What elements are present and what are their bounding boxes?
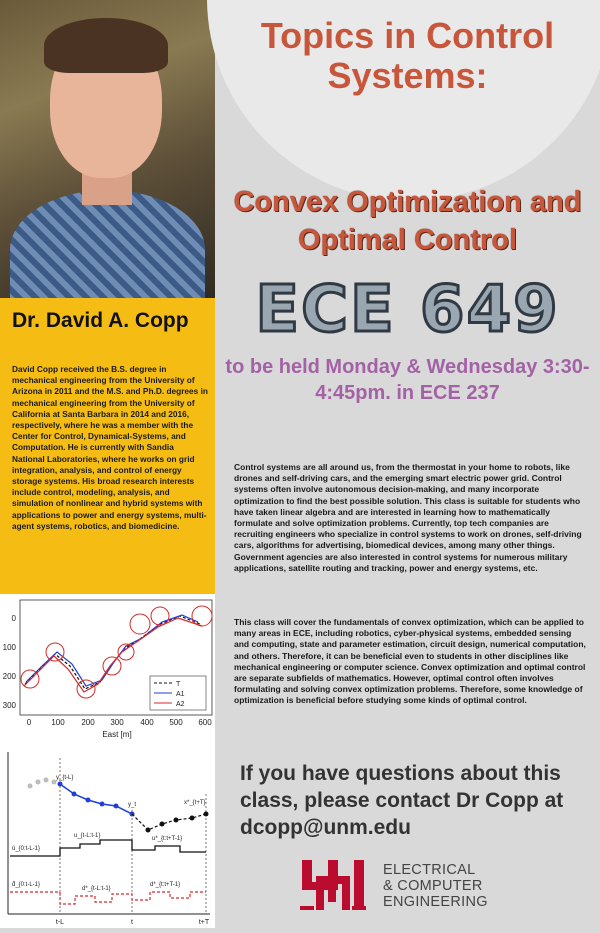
plot2-label: x*_{t+T} (184, 800, 206, 806)
speaker-bio: David Copp received the B.S. degree in mechanical engineering from the University of Arizona in 2011 and the M.S. and Ph.D. degrees in mechanical engineering from the University of California at Santa Barbara in 2014 and 2016, respectively, where he was a member with the Center for Control, Dynamical-Systems, and Computation. He is currently with Sandia National Laboratories, where he works on grid integration, analysis, and control of energy storage systems. His broad research interests include control, modeling, analysis, and simulation of nonlinear and hybrid systems with applications to power and energy systems, multi-agent systems, robotics, and biomedicine. (12, 364, 208, 531)
plot1-ytick: 200 (2, 672, 16, 681)
left-column (0, 0, 215, 928)
plot1-legend-label: A1 (176, 691, 185, 698)
page-subtitle: Convex Optimization and Optimal Control (233, 186, 582, 256)
speaker-name: Dr. David A. Copp (12, 309, 189, 332)
description-paragraph-1: Control systems are all around us, from the thermostat in your home to robots, like drones and self-driving cars, and the emerging smart electric power grid. Control systems often involve autonomous decision-making, and many incorporate optimization to find the best possible solution. This class is suitable for students who have taken linear algebra and are interested in learning how to mathematically formulate and solve optimization problems. Currently, top tech companies are recruiting engineers who specialize in control systems to work on drones, self-driving cars, algorithms for advertising, biomedical devices, among many other things. Government agencies are also interested in control systems for numerous military applications, satellite routing and tracking, power and energy systems, etc. (234, 462, 582, 573)
plot2-label: d̂_{0:t-L-1} (12, 882, 41, 888)
plot1-xlabel: East [m] (102, 730, 132, 739)
description-paragraph-2: This class will cover the fundamentals of convex optimization, which can be applied to many areas in ECE, including robotics, cyber-physical systems, embedded sensing and computing, state and parameter estimation, circuit design, numerical computation, and others. Therefore, it can be beneficial even to students in other disciplines like mechanical engineering or computer science. Convex optimization and optimal control are separate subfields of mathematics. However, optimal control often involves formulating and solving convex optimization problems. Therefore, some knowledge of optimization is beneficial before studying some kinds of optimal control. (234, 617, 586, 706)
plot2-label: d*_{t:t+T-1} (150, 882, 181, 888)
plot2-xtick: t-L (55, 919, 65, 926)
plot1-xtick: 200 (81, 718, 95, 727)
plot2-label: y_{t-L} (56, 775, 74, 781)
plot1-xtick: 500 (169, 718, 183, 727)
mhe-diagram (0, 744, 215, 928)
plot2-disturbance-line (10, 892, 206, 904)
department-name (383, 862, 583, 910)
department-line: ELECTRICAL (383, 862, 476, 878)
right-column (215, 0, 600, 928)
contact-text: If you have questions about this class, please contact Dr Copp at dcopp@unm.edu (240, 762, 564, 839)
plot2-label: u_{t-L:t-1} (74, 833, 101, 839)
page-title: Topics in Control Systems: (260, 15, 555, 96)
unm-logo-icon (298, 858, 368, 914)
plot2-prediction-line (132, 814, 206, 830)
mhe-diagram-svg (0, 744, 215, 928)
department-line: & COMPUTER (383, 878, 483, 894)
trajectory-plot (0, 594, 215, 744)
logo-text: UNM (333, 888, 336, 889)
plot2-xtick: t (131, 919, 133, 926)
plot1-ytick: 0 (11, 614, 16, 623)
speaker-bio-panel (0, 298, 215, 594)
plot2-xtick: t+T (198, 919, 210, 926)
plot1-xtick: 0 (26, 718, 32, 727)
plot1-ytick: 100 (2, 643, 16, 652)
plot1-legend-label: A2 (176, 701, 185, 708)
schedule-text: to be held Monday & Wednesday 3:30-4:45pm. in ECE 237 (225, 356, 590, 404)
speaker-photo (0, 0, 215, 298)
plot1-xtick: 600 (198, 718, 212, 727)
plot1-xtick: 400 (140, 718, 154, 727)
plot2-estimate-line (60, 784, 132, 814)
photo-hair (44, 18, 168, 73)
plot1-legend-label: T (176, 681, 181, 688)
plot2-label: d*_{t-L:t-1} (82, 886, 111, 892)
trajectory-plot-svg (0, 594, 215, 744)
plot2-label: u*_{t:t+T-1} (152, 836, 183, 842)
plot1-xtick: 300 (110, 718, 124, 727)
department-line: ENGINEERING (383, 894, 488, 910)
photo-shirt (10, 190, 205, 298)
plot2-label: û_{0:t-L-1} (12, 846, 41, 852)
plot2-label: y_t (128, 802, 137, 808)
course-number: ECE 649 (255, 273, 560, 347)
plot1-ytick: 300 (2, 701, 16, 710)
plot1-xtick: 100 (51, 718, 65, 727)
